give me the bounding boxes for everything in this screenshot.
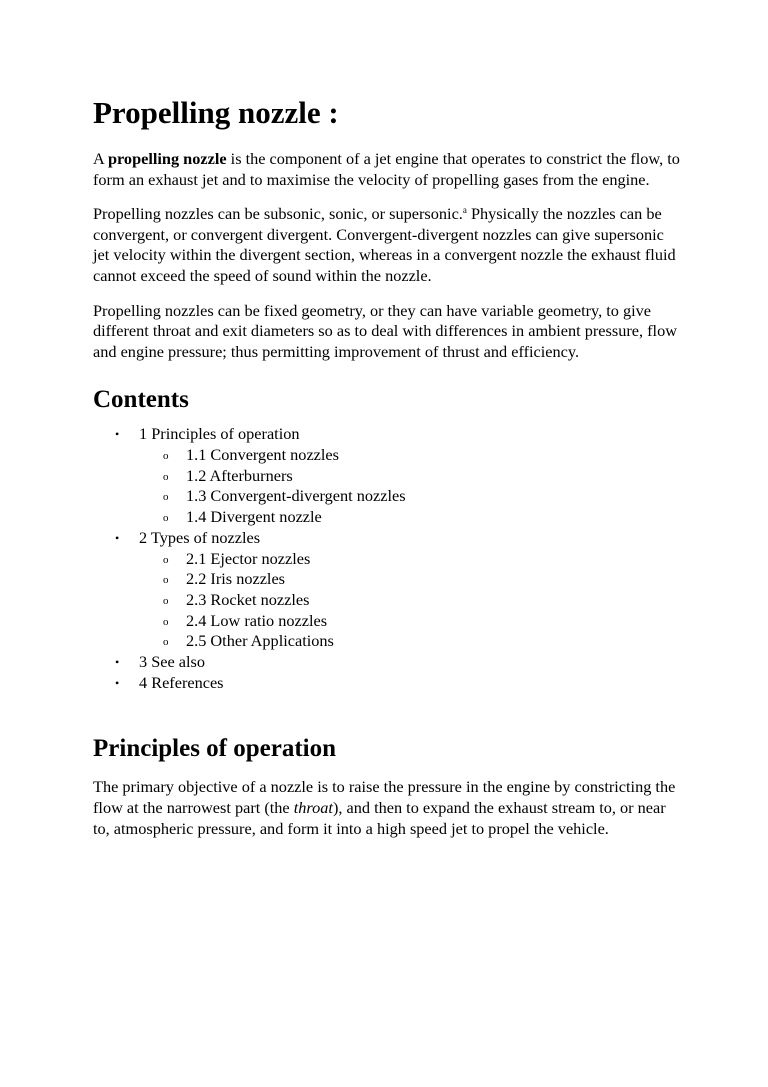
toc-subitem-label[interactable]: 1.2 Afterburners (186, 465, 293, 485)
toc-subitem[interactable] (139, 486, 683, 507)
toc-subitem[interactable] (139, 590, 683, 611)
toc-subitem-label[interactable]: 2.5 Other Applications (186, 631, 334, 651)
circle-bullet-icon: o (163, 636, 169, 649)
circle-bullet-icon: o (163, 450, 169, 463)
intro-p1-rest: is the component of a jet engine that operates to constrict the flow, to form an exhaust jet and to maximise the velocity of propelling gases from the engine. (93, 149, 680, 189)
toc-item[interactable] (93, 424, 683, 528)
toc-subitem[interactable] (139, 631, 683, 652)
contents-heading: Contents (93, 386, 189, 414)
toc-subitem[interactable] (139, 549, 683, 570)
circle-bullet-icon: o (163, 512, 169, 525)
circle-bullet-icon: o (163, 574, 169, 587)
toc-subitem[interactable] (139, 466, 683, 487)
intro-p1-bold-term: propelling nozzle (107, 149, 227, 168)
toc-item-label[interactable]: 3 See also (139, 652, 206, 672)
toc-subitem-label[interactable]: 2.4 Low ratio nozzles (186, 610, 328, 630)
toc-subitem-label[interactable]: 2.2 Iris nozzles (186, 569, 286, 589)
toc-item[interactable] (93, 528, 683, 652)
circle-bullet-icon: o (163, 553, 169, 566)
principles-heading: Principles of operation (93, 735, 337, 763)
principles-p-after: ), and then to expand the exhaust stream to, or near to, atmospheric pressure, and form it into a high speed jet to propel the vehicle. (93, 798, 666, 838)
circle-bullet-icon: o (163, 615, 169, 628)
bullet-icon: • (115, 530, 120, 545)
bullet-icon: • (115, 427, 120, 442)
toc-item-label[interactable]: 4 References (139, 672, 224, 692)
toc-subitem-label[interactable]: 2.1 Ejector nozzles (186, 548, 311, 568)
intro-paragraph-1 (93, 149, 683, 190)
bullet-icon: • (115, 675, 120, 690)
intro-p2-before: Propelling nozzles can be subsonic, sonic, or supersonic. (93, 204, 463, 224)
intro-p2-after: Physically the nozzles can be convergent, or convergent divergent. Convergent-divergent nozzles can give supersonic jet velocity within the divergent section, whereas in a convergent nozzle the exhaust fluid cannot exceed the speed of sound within the nozzle. (93, 204, 676, 285)
toc-item-label[interactable]: 2 Types of nozzles (139, 527, 261, 547)
toc-item[interactable] (93, 673, 683, 694)
circle-bullet-icon: o (163, 470, 169, 483)
principles-p-italic-term: throat (293, 798, 333, 818)
toc-subitem[interactable] (139, 445, 683, 466)
toc-subitem-label[interactable]: 1.4 Divergent nozzle (186, 507, 322, 527)
toc-subitem-label[interactable]: 2.3 Rocket nozzles (186, 589, 310, 609)
toc-subitem[interactable] (139, 611, 683, 632)
intro-paragraph-3: Propelling nozzles can be fixed geometry, or they can have variable geometry, to give different throat and exit diameters so as to deal with differences in ambient pressure, flow and engine pressure; thus permitting improvement of thrust and efficiency. (93, 300, 677, 361)
toc-subitem[interactable] (139, 569, 683, 590)
intro-p1-prefix: A (93, 149, 108, 168)
document-page (93, 93, 683, 839)
toc-subitem-label[interactable]: 1.3 Convergent-divergent nozzles (186, 486, 406, 506)
toc-sublist (139, 445, 683, 528)
toc-subitem-label[interactable]: 1.1 Convergent nozzles (186, 445, 339, 465)
intro-paragraph-2 (93, 204, 683, 286)
page-title: Propelling nozzle : (93, 95, 339, 130)
principles-paragraph (93, 777, 683, 839)
toc-sublist (139, 549, 683, 653)
circle-bullet-icon: o (163, 594, 169, 607)
table-of-contents (93, 424, 683, 693)
footnote-marker[interactable]: a (462, 205, 467, 216)
circle-bullet-icon: o (163, 491, 169, 504)
toc-item[interactable] (93, 652, 683, 673)
principles-p-before: The primary objective of a nozzle is to raise the pressure in the engine by constricting the flow at the narrowest part (the (93, 777, 676, 818)
toc-item-label[interactable]: 1 Principles of operation (139, 424, 300, 444)
bullet-icon: • (115, 655, 120, 670)
toc-subitem[interactable] (139, 507, 683, 528)
